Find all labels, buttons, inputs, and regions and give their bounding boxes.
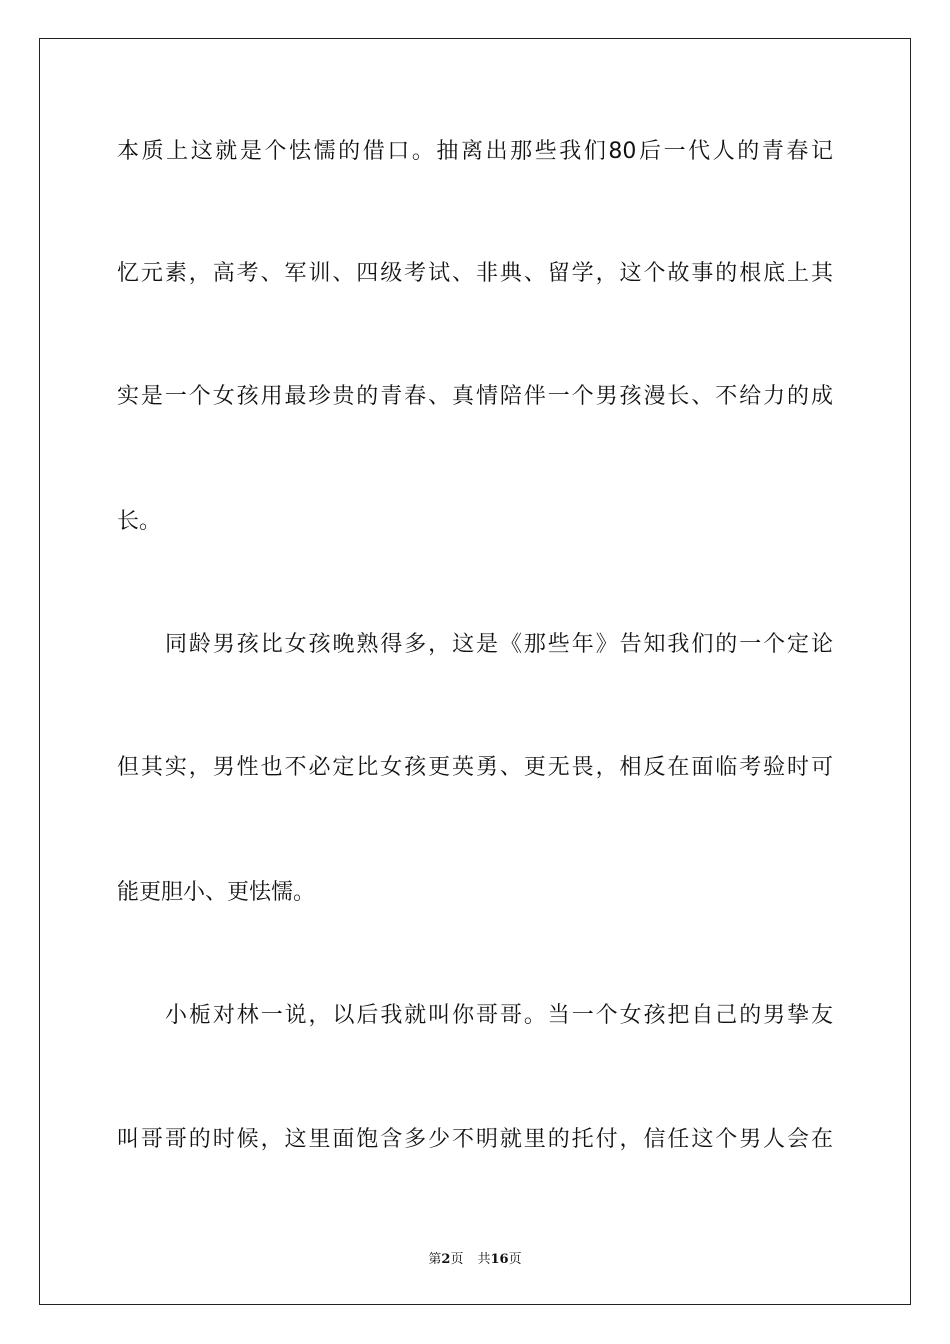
text-line-3: 实是一个女孩用最珍贵的青春、真情陪伴一个男孩漫长、不给力的成: [117, 384, 833, 409]
footer-page-prefix: 第: [428, 1252, 442, 1267]
text-line-5: 同龄男孩比女孩晚熟得多，这是《那些年》告知我们的一个定论: [165, 632, 833, 657]
text-line-4: 长。: [117, 509, 162, 534]
page-footer: [0, 1248, 950, 1267]
footer-page-suffix: 页: [450, 1252, 464, 1267]
text-line-7: 能更胆小、更怯懦。: [117, 880, 316, 905]
page-border: [39, 38, 911, 1305]
footer-page-number: 2: [441, 1252, 451, 1267]
text-line-8: 小栀对林一说，以后我就叫你哥哥。当一个女孩把自己的男挚友: [165, 1003, 833, 1028]
footer-total-pages: 16: [490, 1252, 509, 1267]
text-line-2: 忆元素，高考、军训、四级考试、非典、留学，这个故事的根底上其: [117, 261, 833, 286]
footer-total-prefix: 共: [477, 1252, 491, 1267]
footer-total-suffix: 页: [508, 1252, 522, 1267]
text-line-6: 但其实，男性也不必定比女孩更英勇、更无畏，相反在面临考验时可: [117, 755, 833, 780]
text-line-1: 本质上这就是个怯懦的借口。抽离出那些我们80后一代人的青春记: [117, 139, 833, 164]
text-line-9: 叫哥哥的时候，这里面饱含多少不明就里的托付，信任这个男人会在: [117, 1127, 833, 1152]
